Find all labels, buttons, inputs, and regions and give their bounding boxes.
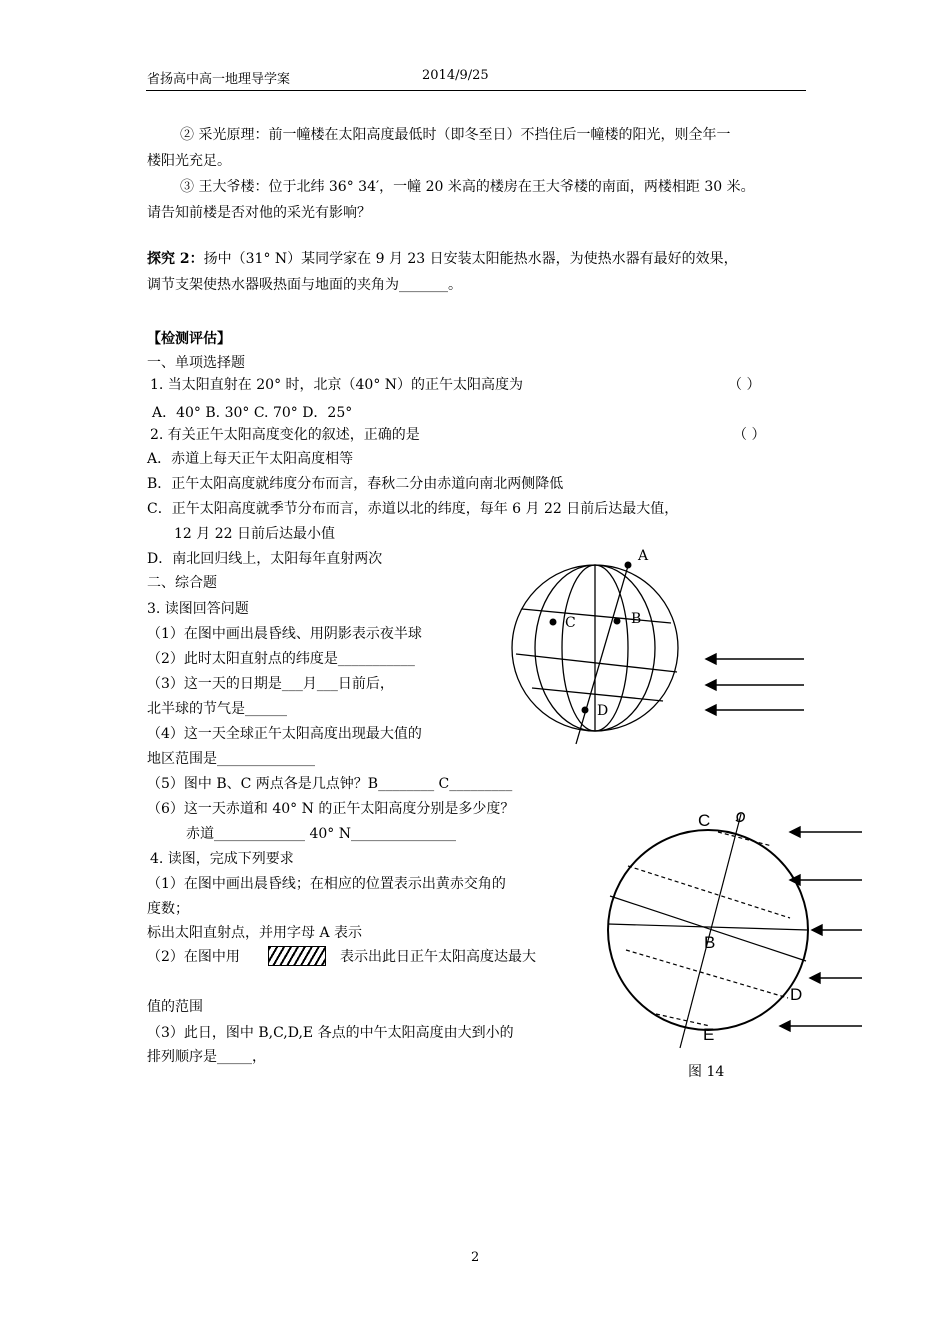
arrow-head-14-5 xyxy=(780,1021,790,1031)
q2-text: 2. 有关正午太阳高度变化的叙述，正确的是 xyxy=(150,427,420,443)
intro-line-1: ② 采光原理：前一幢楼在太阳高度最低时（即冬至日）不挡住后一幢楼的阳光，则全年一 xyxy=(180,127,731,143)
explore-label: 探究 2： xyxy=(147,251,204,267)
hatch-legend-swatch xyxy=(268,946,326,966)
label-14-d: D xyxy=(790,985,803,1004)
arrow-head-14-3 xyxy=(812,925,822,935)
explore-line-1 xyxy=(147,248,738,268)
point-b xyxy=(614,618,621,625)
q4-text: 4. 读图，完成下列要求 xyxy=(150,851,294,867)
label-a: A xyxy=(638,548,649,564)
q4-item-3: （3）此日，图中 B,C,D,E 各点的中午太阳高度由大到小的 xyxy=(147,1025,514,1041)
tropic-south-14 xyxy=(626,950,788,998)
q1-options: A．40° B. 30° C. 70° D．25° xyxy=(152,405,353,421)
globe-figure-1 xyxy=(508,548,813,753)
q4-item-1b: 度数； xyxy=(147,901,189,917)
label-14-b: B xyxy=(704,933,716,952)
explore-text-1: 扬中（31° N）某同学家在 9 月 23 日安装太阳能热水器，为使热水器有最好的效果， xyxy=(203,251,738,267)
point-c xyxy=(550,619,557,626)
arrow-head-3 xyxy=(706,705,716,715)
intro-line-3: ③ 王大爷楼：位于北纬 36° 34′，一幢 20 米高的楼房在王大爷楼的南面，两楼相距 30 米。 xyxy=(180,179,755,195)
explore-line-2: 调节支架使热水器吸热面与地面的夹角为_______。 xyxy=(147,277,462,293)
parallel-2 xyxy=(516,654,677,672)
q4-item-2a: （2）在图中用 xyxy=(147,949,240,965)
q3-item-4: （4）这一天全球正午太阳高度出现最大值的 xyxy=(147,726,422,742)
q3-item-3: （3）这一天的日期是___月___日前后， xyxy=(147,676,394,692)
q4-item-2c: 值的范围 xyxy=(147,999,203,1015)
q2-answer-paren: （ ） xyxy=(733,427,766,443)
label-14-c: C xyxy=(698,811,711,830)
q4-item-1c: 标出太阳直射点，并用字母 A 表示 xyxy=(147,925,363,941)
q3-item-1: （1）在图中画出晨昏线、用阴影表示夜半球 xyxy=(147,626,422,642)
header-rule xyxy=(146,90,806,91)
parallel-3 xyxy=(532,688,663,701)
arrow-head-2 xyxy=(706,680,716,690)
header-date: 2014/9/25 xyxy=(422,68,489,83)
figure-caption: 图 14 xyxy=(688,1064,725,1080)
intro-line-4: 请告知前楼是否对他的采光有影响？ xyxy=(147,205,371,221)
q3-item-5: （5）图中 B、C 两点各是几点钟？B________ C_________ xyxy=(147,776,513,792)
header-title: 省扬高中高一地理导学案 xyxy=(147,72,291,87)
q3-item-6b: 赤道_____________ 40° N_______________ xyxy=(186,826,456,842)
q4-item-2b: 表示出此日正午太阳高度达最大 xyxy=(340,949,536,965)
globe-figure-14 xyxy=(600,808,862,1086)
point-a xyxy=(625,562,632,569)
page-number: 2 xyxy=(471,1250,480,1265)
q4-item-1: （1）在图中画出晨昏线；在相应的位置表示出黄赤交角的 xyxy=(147,876,506,892)
part2-heading: 二、综合题 xyxy=(147,575,217,591)
q2-option-d: D．南北回归线上，太阳每年直射两次 xyxy=(147,551,383,567)
arrow-head-14-4 xyxy=(810,973,820,983)
q2-option-c-line1: C．正午太阳高度就季节分布而言，赤道以北的纬度，每年 6 月 22 日前后达最大值， xyxy=(147,501,679,517)
label-d: D xyxy=(597,703,609,719)
label-14-e: E xyxy=(703,1025,715,1044)
globe-outline-14 xyxy=(608,830,808,1030)
q1-text: 1. 当太阳直射在 20° 时，北京（40° N）的正午太阳高度为 xyxy=(150,377,524,393)
q2-option-a: A．赤道上每天正午太阳高度相等 xyxy=(147,451,354,467)
q3-item-3b: 北半球的节气是______ xyxy=(147,701,287,717)
q3-item-2: （2）此时太阳直射点的纬度是___________ xyxy=(147,651,415,667)
q1-answer-paren: （ ） xyxy=(728,377,761,393)
q3-text: 3. 读图回答问题 xyxy=(147,601,249,617)
arrow-head-1 xyxy=(706,654,716,664)
q2-option-c-line2: 12 月 22 日前后达最小值 xyxy=(174,526,335,542)
q4-item-3b: 排列顺序是_____， xyxy=(147,1049,266,1065)
earth-axis-14 xyxy=(680,814,741,1048)
label-c: C xyxy=(565,615,576,631)
q2-option-b: B．正午太阳高度就纬度分布而言，春秋二分由赤道向南北两侧降低 xyxy=(147,476,564,492)
arctic-line-14 xyxy=(718,832,772,846)
label-b: B xyxy=(631,611,642,627)
point-d xyxy=(582,707,589,714)
q3-item-4b: 地区范围是______________ xyxy=(147,751,315,767)
section-title: 【检测评估】 xyxy=(147,331,231,347)
q3-item-6: （6）这一天赤道和 40° N 的正午太阳高度分别是多少度？ xyxy=(147,801,515,817)
intro-line-2: 楼阳光充足。 xyxy=(147,153,231,169)
part1-heading: 一、单项选择题 xyxy=(147,355,245,371)
arrow-head-14-1 xyxy=(790,827,800,837)
